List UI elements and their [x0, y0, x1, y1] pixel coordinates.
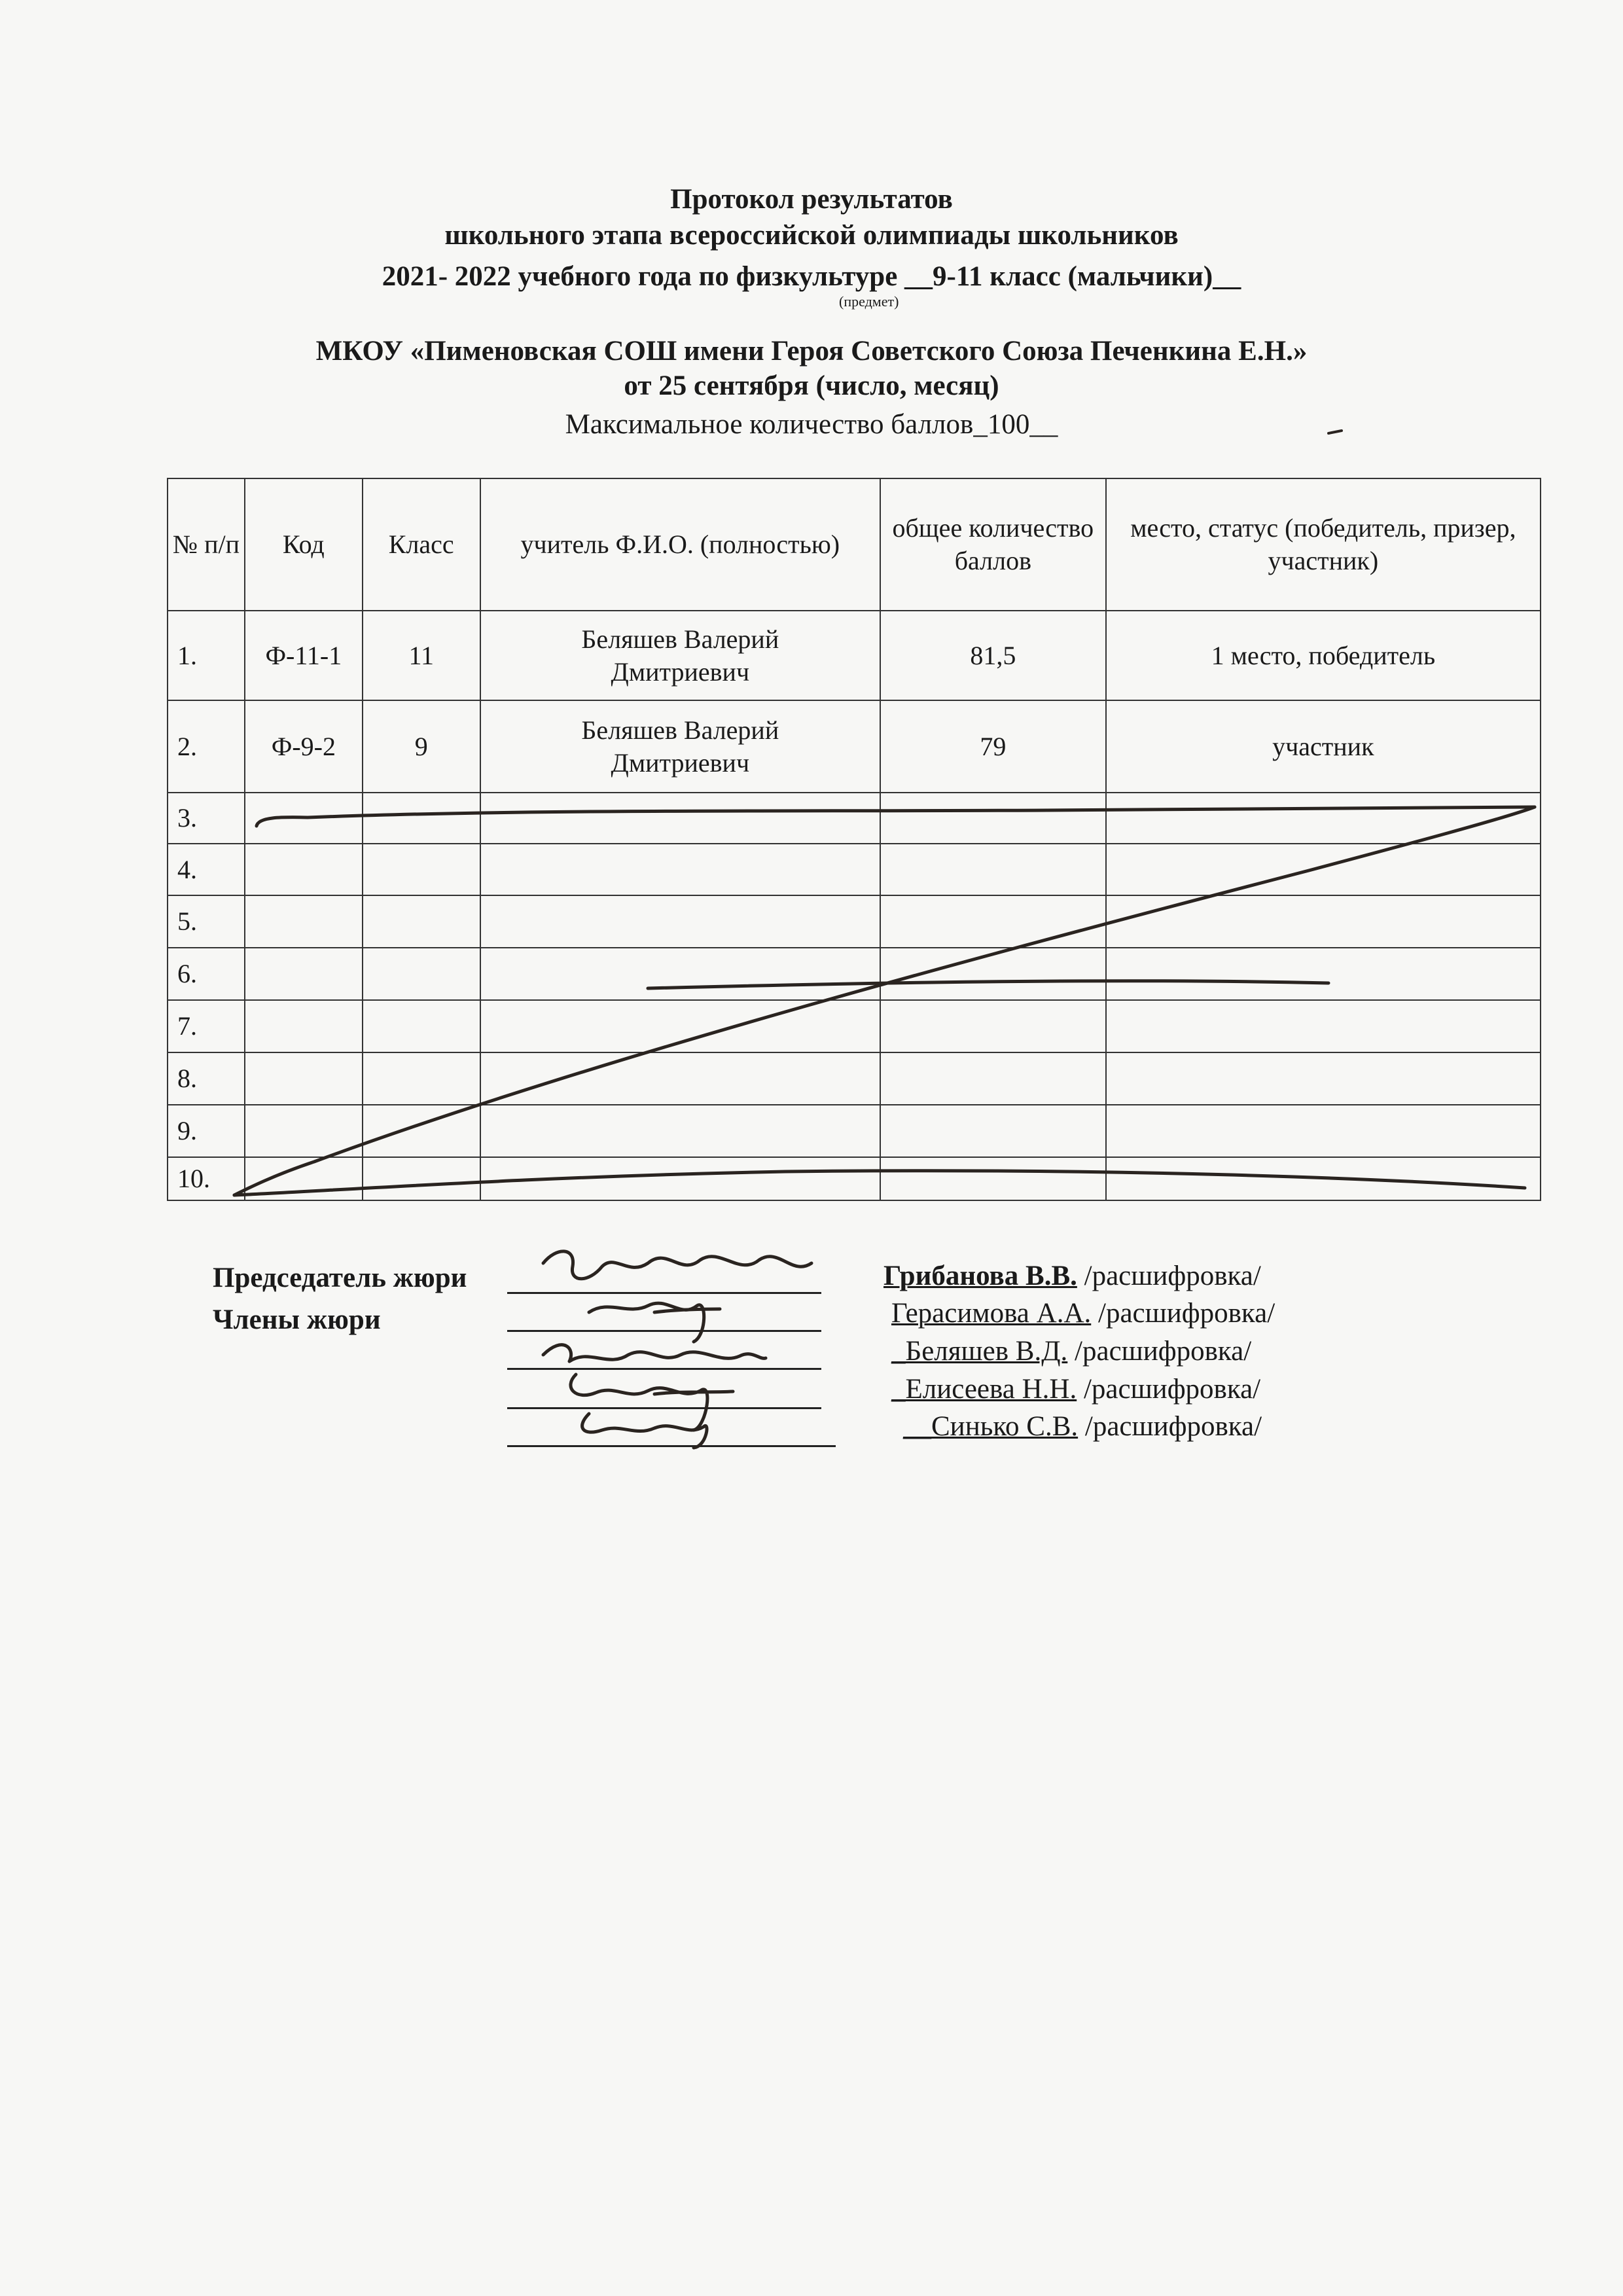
decode-suffix: /расшифровка/ — [1091, 1298, 1275, 1329]
row-number: 10. — [168, 1157, 245, 1200]
jury-member-name: _Беляшев В.Д. — [891, 1336, 1068, 1367]
row-number: 1. — [168, 611, 245, 700]
col-header-code: Код — [245, 478, 363, 611]
col-header-number: № п/п — [168, 478, 245, 611]
teacher-name-line1: Беляшев Валерий — [581, 715, 779, 745]
strike-diagonal — [234, 807, 1535, 1195]
jury-member-name: __Синько С.В. — [903, 1411, 1079, 1442]
decode-suffix: /расшифровка/ — [1067, 1336, 1252, 1367]
row-number: 4. — [168, 844, 245, 895]
strike-line-bottom — [234, 1171, 1525, 1195]
signature-member-2 — [543, 1345, 766, 1361]
subject-note: (предмет) — [839, 293, 899, 310]
max-score: Максимальное количество баллов_100__ — [565, 409, 1058, 440]
col-header-score: общее количество баллов — [880, 478, 1106, 611]
col-header-teacher: учитель Ф.И.О. (полностью) — [480, 478, 880, 611]
signature-member-1 — [589, 1303, 720, 1342]
signature-member-3 — [571, 1374, 733, 1430]
col-header-status: место, статус (победитель, призер, участник) — [1106, 478, 1541, 611]
teacher-name-line1: Беляшев Валерий — [581, 624, 779, 654]
signature-chair — [543, 1251, 812, 1279]
jury-member-name: _Елисеева Н.Н. — [891, 1374, 1077, 1405]
teacher-name-line2: Дмитриевич — [611, 747, 750, 778]
strike-line-middle — [648, 981, 1329, 988]
olympiad-stage: школьного этапа всероссийской олимпиады школьников — [444, 220, 1179, 251]
jury-chair-name: Грибанова В.В. — [883, 1261, 1077, 1291]
row-number: 3. — [168, 793, 245, 844]
place-status: 1 место, победитель — [1106, 611, 1541, 700]
participant-class: 11 — [363, 611, 480, 700]
row-number: 5. — [168, 895, 245, 948]
decode-suffix: /расшифровка/ — [1078, 1411, 1262, 1442]
jury-chair-label: Председатель жюри — [213, 1263, 467, 1293]
jury-member-name: Герасимова А.А. — [891, 1298, 1092, 1329]
total-score: 81,5 — [880, 611, 1106, 700]
row-number: 2. — [168, 700, 245, 793]
place-status: участник — [1106, 700, 1541, 793]
strike-line-top — [257, 807, 1535, 826]
row-number: 6. — [168, 948, 245, 1000]
decode-suffix: /расшифровка/ — [1077, 1374, 1261, 1405]
total-score: 79 — [880, 700, 1106, 793]
row-number: 8. — [168, 1052, 245, 1105]
decode-suffix: /расшифровка/ — [1077, 1261, 1261, 1291]
jury-members-label: Члены жюри — [213, 1304, 381, 1335]
participant-code: Ф-9-2 — [245, 700, 363, 793]
teacher-name-line2: Дмитриевич — [611, 656, 750, 687]
row-number: 9. — [168, 1105, 245, 1157]
signature-member-4 — [582, 1414, 707, 1448]
school-name: МКОУ «Пименовская СОШ имени Героя Советского Союза Печенкина Е.Н.» — [315, 336, 1308, 367]
stray-mark — [1329, 431, 1342, 433]
academic-year-subject: 2021- 2022 учебного года по физкультуре __9-11 класс (мальчики)__ — [382, 261, 1241, 292]
participant-code: Ф-11-1 — [245, 611, 363, 700]
participant-class: 9 — [363, 700, 480, 793]
row-number: 7. — [168, 1000, 245, 1052]
protocol-date: от 25 сентября (число, месяц) — [624, 370, 999, 401]
document-title: Протокол результатов — [670, 184, 953, 215]
col-header-class: Класс — [363, 478, 480, 611]
